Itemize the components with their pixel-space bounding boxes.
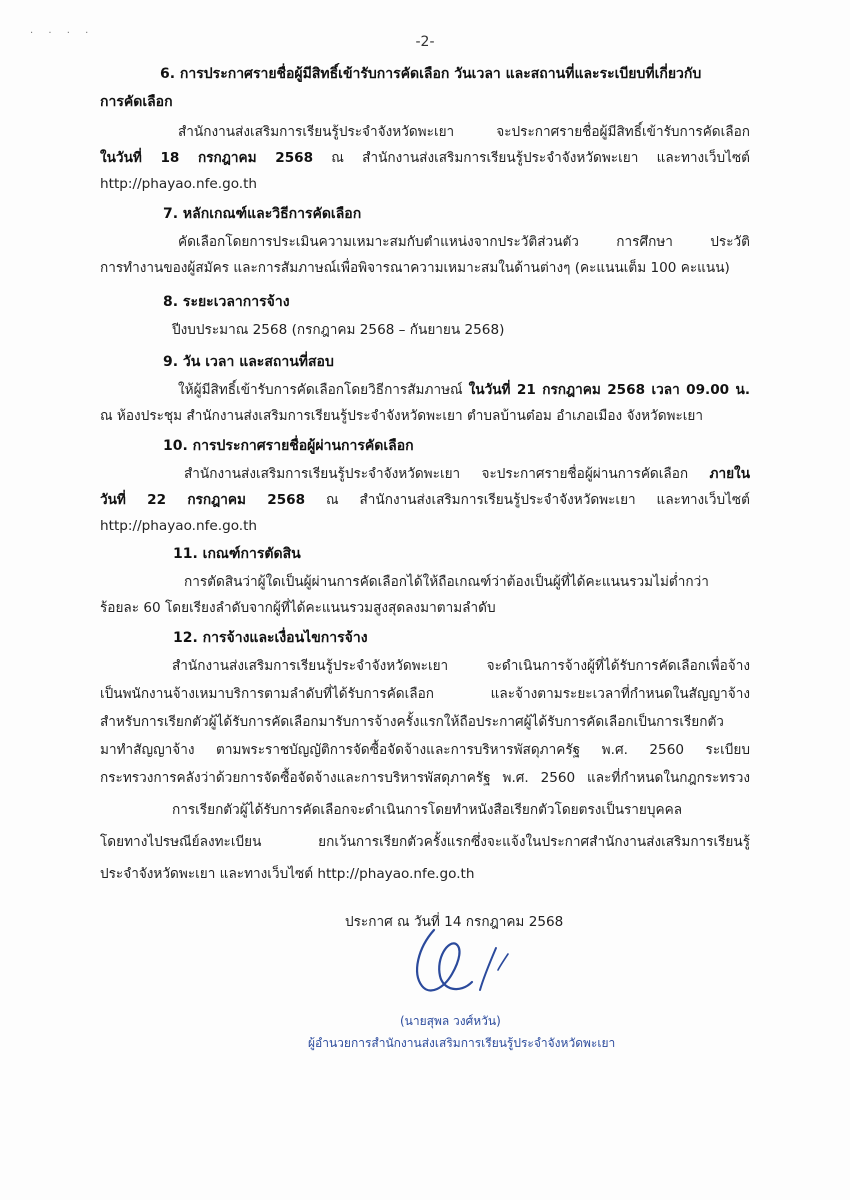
section-10-within-bold: ภายใน [709,466,750,482]
section-11-line2: ร้อยละ 60 โดยเรียงลำดับจากผู้ที่ได้คะแนนรวมสูงสุดลงมาตามลำดับ [100,600,496,616]
section-10-line2 [100,490,750,510]
section-6-para-line1: สำนักงานส่งเสริมการเรียนรู้ประจำจังหวัดพะเยา จะประกาศรายชื่อผู้มีสิทธิ์เข้ารับการคัดเลือก [178,124,750,140]
section-10-line2-rest: ณ สำนักงานส่งเสริมการเรียนรู้ประจำจังหวัดพะเยา และทางเว็บไซต์ [305,492,750,508]
section-11-line1: การตัดสินว่าผู้ใดเป็นผู้ผ่านการคัดเลือกได้ให้ถือเกณฑ์ว่าต้องเป็นผู้ที่ได้คะแนนรวมไม่ต่ำกว่า [184,574,709,590]
page-number: -2- [415,34,435,50]
section-12-title: 12. การจ้างและเงื่อนไขการจ้าง [173,630,368,646]
section-9-line1 [178,380,750,400]
signatory-name: (นายสุพล วงศ์หวัน) [400,1014,501,1028]
signature-image [400,918,530,1008]
section-8-line1: ปีงบประมาณ 2568 (กรกฎาคม 2568 – กันยายน 2568) [172,322,505,338]
section-10-line1 [184,464,750,484]
section-7-line1: คัดเลือกโดยการประเมินความเหมาะสมกับตำแหน่งจากประวัติส่วนตัว การศึกษา ประวัติ [178,234,750,250]
section-12-p2-line1: การเรียกตัวผู้ได้รับการคัดเลือกจะดำเนินการโดยทำหนังสือเรียกตัวโดยตรงเป็นรายบุคคล [172,802,683,818]
section-6-para-line2-rest: ณ สำนักงานส่งเสริมการเรียนรู้ประจำจังหวัดพะเยา และทางเว็บไซต์ [313,150,750,166]
section-10-date-bold: วันที่ 22 กรกฎาคม 2568 [100,492,306,508]
section-9-title: 9. วัน เวลา และสถานที่สอบ [163,354,334,370]
section-6-date-bold: ในวันที่ 18 กรกฎาคม 2568 [100,150,314,166]
section-6-url: http://phayao.nfe.go.th [100,176,258,192]
section-6-title-line2: การคัดเลือก [100,94,173,110]
section-12-p1-line5: กระทรวงการคลังว่าด้วยการจัดซื้อจัดจ้างและการบริหารพัสดุภาครัฐ พ.ศ. 2560 และที่กำหนดในกฎกระทรวง [100,770,750,786]
section-7-line2: การทำงานของผู้สมัคร และการสัมภาษณ์เพื่อพิจารณาความเหมาะสมในด้านต่างๆ (คะแนนเต็ม 100 คะแนน) [100,260,730,276]
section-10-url: http://phayao.nfe.go.th [100,518,258,534]
section-7-title: 7. หลักเกณฑ์และวิธีการคัดเลือก [163,206,362,222]
section-12-p1-line4: มาทำสัญญาจ้าง ตามพระราชบัญญัติการจัดซื้อจัดจ้างและการบริหารพัสดุภาครัฐ พ.ศ. 2560 ระเบียบ [100,742,750,758]
section-12-p2-line2: โดยทางไปรษณีย์ลงทะเบียน ยกเว้นการเรียกตัวครั้งแรกซึ่งจะแจ้งในประกาศสำนักงานส่งเสริมการเรียนรู้ [100,834,750,850]
section-11-title: 11. เกณฑ์การตัดสิน [173,546,301,562]
section-8-title: 8. ระยะเวลาการจ้าง [163,294,290,310]
section-9-datetime-bold: ในวันที่ 21 กรกฎาคม 2568 เวลา 09.00 น. [468,382,750,398]
signatory-position: ผู้อำนวยการสำนักงานส่งเสริมการเรียนรู้ประจำจังหวัดพะเยา [308,1036,616,1050]
section-9-line2: ณ ห้องประชุม สำนักงานส่งเสริมการเรียนรู้ประจำจังหวัดพะเยา ตำบลบ้านต๋อม อำเภอเมือง จังหวัดพะเยา [100,408,704,424]
section-12-p2-line3: ประจำจังหวัดพะเยา และทางเว็บไซต์ http://phayao.nfe.go.th [100,866,475,882]
section-6-title-line1: 6. การประกาศรายชื่อผู้มีสิทธิ์เข้ารับการคัดเลือก วันเวลา และสถานที่และระเบียบที่เกี่ยวกับ [160,66,702,82]
section-10-line1-text: สำนักงานส่งเสริมการเรียนรู้ประจำจังหวัดพะเยา จะประกาศรายชื่อผู้ผ่านการคัดเลือก [184,466,710,482]
section-9-line1-text: ให้ผู้มีสิทธิ์เข้ารับการคัดเลือกโดยวิธีการสัมภาษณ์ [178,382,469,398]
section-10-title: 10. การประกาศรายชื่อผู้ผ่านการคัดเลือก [163,438,414,454]
section-12-p1-line1: สำนักงานส่งเสริมการเรียนรู้ประจำจังหวัดพะเยา จะดำเนินการจ้างผู้ที่ได้รับการคัดเลือกเพื่อจ้าง [172,658,750,674]
scan-specks: · · · · [30,28,95,39]
announcement-date: ประกาศ ณ วันที่ 14 กรกฎาคม 2568 [345,914,564,930]
section-12-p1-line2: เป็นพนักงานจ้างเหมาบริการตามลำดับที่ได้รับการคัดเลือก และจ้างตามระยะเวลาที่กำหนดในสัญญาจ้าง [100,686,750,702]
section-12-p1-line3: สำหรับการเรียกตัวผู้ได้รับการคัดเลือกมารับการจ้างครั้งแรกให้ถือประกาศผู้ได้รับการคัดเลือกเป็นการเรียกตัว [100,714,724,730]
section-6-para-line2 [100,148,750,168]
